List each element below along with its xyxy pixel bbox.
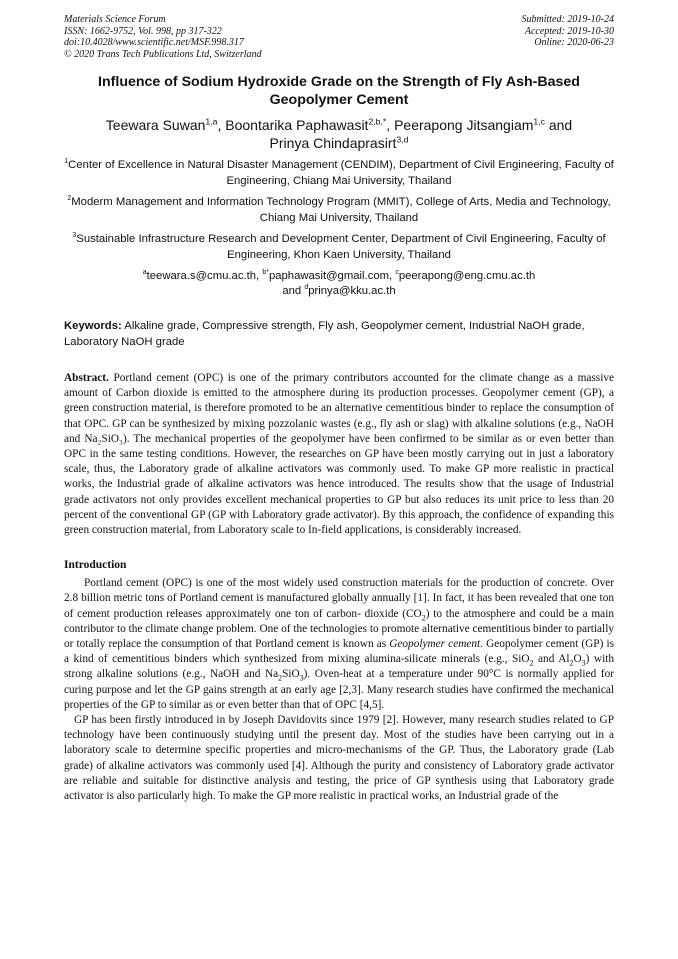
author-affiliation-marker: 1,a [205,116,218,127]
affiliation-number: 1 [64,158,69,166]
text-run: ). Oven-heat at a temperature under 90°C is normally applied for curing purpose and let the GP gains strength at an early age [2,3]. Many research studies have confirmed the mechanical properties of the GP to similar as or even better than that of OPC [4,5]. [64,668,614,711]
email-separator: and [282,285,305,297]
email-marker: c [395,269,399,277]
author-name: Prinya Chindaprasirt [269,134,397,151]
author-separator: and [544,117,573,133]
section-heading-introduction: Introduction [64,559,127,572]
text-run: and Al [533,653,570,666]
subscript: 2 [421,612,426,622]
email-address[interactable]: peerapong@eng.cmu.ac.th [398,270,536,282]
online-date: Online: 2020-06-23 [534,37,614,48]
accepted-date: Accepted: 2019-10-30 [524,25,614,37]
email-list [64,269,614,299]
submitted-date: Submitted: 2019-10-24 [521,14,614,25]
subscript: 2 [529,658,534,668]
affiliation-text: Center of Excellence in Natural Disaster Management (CENDIM), Department of Civil Engineering, Faculty of Engineering, Chiang Mai University, Thailand [68,159,614,187]
submission-dates [522,14,615,60]
subscript: 3 [581,658,586,668]
author-name: Teewara Suwan [105,117,206,133]
text-run: SiO [282,668,300,681]
keywords [64,319,614,350]
affiliation-3 [64,232,614,263]
introduction-paragraph-1 [64,576,614,713]
email-address[interactable]: teewara.s@cmu.ac.th [146,270,257,282]
abstract-text: Portland cement (OPC) is one of the primary contributors accounted for the climate change as a massive amount of Carbon dioxide is emitted to the atmosphere during its production processes. Geopolymer cement (GP), a green construction material, is therefore promoted to be an alternative cementitious binder to replace the consumption of that OPC. GP can be synthesized by mixing pozzolanic wastes (e.g., fly ash or slag) with alkaline solutions (e.g., NaOH and Na₂SiO₃). The mechanical properties of the geopolymer have been confirmed to be similar as or even better than OPC in the same testing conditions. However, the researches on GP have been mostly carrying out in just a laboratory scale, thus, the Laboratory grade of alkaline activators was commonly used. To make GP more realistic in practical works, the Industrial grade of alkaline activators was hence introduced. The results show that the usage of Industrial grade activators not only provides excellent mechanical properties to GP but also reduces its unit price to less than 20 percent of the conventional GP (GP with Laboratory grade activator). By this approach, the confidence of expanding this green construction material, from Laboratory scale to In-field applications, is considerably increased. [64,372,615,537]
keywords-text: Alkaline grade, Compressive strength, Fly ash, Geopolymer cement, Industrial NaOH grade, Laboratory NaOH grade [64,320,585,348]
text-run: ) with strong alkaline solutions (e.g., NaOH and Na [64,653,614,681]
email-separator: , [256,270,263,282]
email-marker: d [304,284,309,292]
email-address[interactable]: prinya@kku.ac.th [308,285,396,297]
affiliation-text: Moderm Management and Information Technology Program (MMIT), College of Arts, Media and Technology, Chiang Mai University, Thailand [71,196,611,224]
email-address[interactable]: paphawasit@gmail.com [268,270,390,282]
subscript: 2 [569,658,574,668]
email-separator: , [389,270,396,282]
issn-line: ISSN: 1662-9752, Vol. 998, pp 317-322 [64,25,222,37]
journal-name: Materials Science Forum [64,14,166,25]
author-name: Boontarika Paphawasit [225,117,369,133]
affiliation-2 [64,195,614,226]
abstract [64,371,614,538]
author-separator: , [386,117,395,133]
author-separator: , [217,117,226,133]
keywords-label: Keywords: [64,320,122,332]
italic-term: Geopolymer cement [389,638,481,651]
text-run: O [573,653,582,666]
text-run: . Geopolymer cement (GP) is a kind of cementitious binders which synthesized from mixing alumina-silicate minerals (e.g., SiO [64,638,614,666]
email-marker: a [142,269,147,277]
journal-header [64,14,614,60]
copyright-line: © 2020 Trans Tech Publications Ltd, Switzerland [64,48,262,60]
author-name: Peerapong Jitsangiam [394,117,534,133]
text-run: Portland cement (OPC) is one of the most widely used construction materials for the production of concrete. Over 2.8 billion metric tons of Portland cement is manufactured globally annually [1]. In fact, it has been revealed that one ton of cement production releases approximately one ton of carbon- dioxide (CO [64,577,614,620]
doi-line: doi:10.4028/www.scientific.net/MSF.998.317 [64,37,244,48]
affiliation-number: 3 [72,232,77,240]
abstract-label: Abstract. [64,372,109,384]
paper-title: Influence of Sodium Hydroxide Grade on the Strength of Fly Ash-Based Geopolymer Cement [98,74,580,108]
author-affiliation-marker: 2,b,* [368,116,387,127]
author-affiliation-marker: 3,d [396,133,409,144]
text-run: ) to the atmosphere and could be a main contributor to the climate change problem. One of the technologies to promote alternative cementitious binder to partially or totally replace the consumption of that Portland cement is known as [64,607,614,651]
journal-info [64,14,262,60]
affiliation-1 [64,158,614,189]
author-affiliation-marker: 1,c [533,116,545,127]
introduction-paragraph-2: GP has been firstly introduced in by Joseph Davidovits since 1979 [2]. However, many research studies related to GP technology have been continuously studying until the present day. Most of the studies have been carrying out in a laboratory scale to determine specific properties and micro-mechanisms of the GP. Thus, the Laboratory grade (Lab grade) of alkaline activators was commonly used [4]. Although the purity and consistency of Laboratory grade activator are reliable and suitable for distinctive analysis and testing, the price of GP synthesis using that Laboratory grade activator is also particularly high. To make the GP more realistic in practical works, an Industrial grade of the [64,714,614,803]
author-list [64,117,614,152]
subscript: 2 [278,673,283,683]
subscript: 3 [299,673,304,683]
email-marker: b* [262,269,269,277]
affiliation-text: Sustainable Infrastructure Research and Development Center, Department of Civil Engineering, Faculty of Engineering, Khon Kaen University, Thailand [76,233,606,261]
affiliation-number: 2 [67,195,72,203]
